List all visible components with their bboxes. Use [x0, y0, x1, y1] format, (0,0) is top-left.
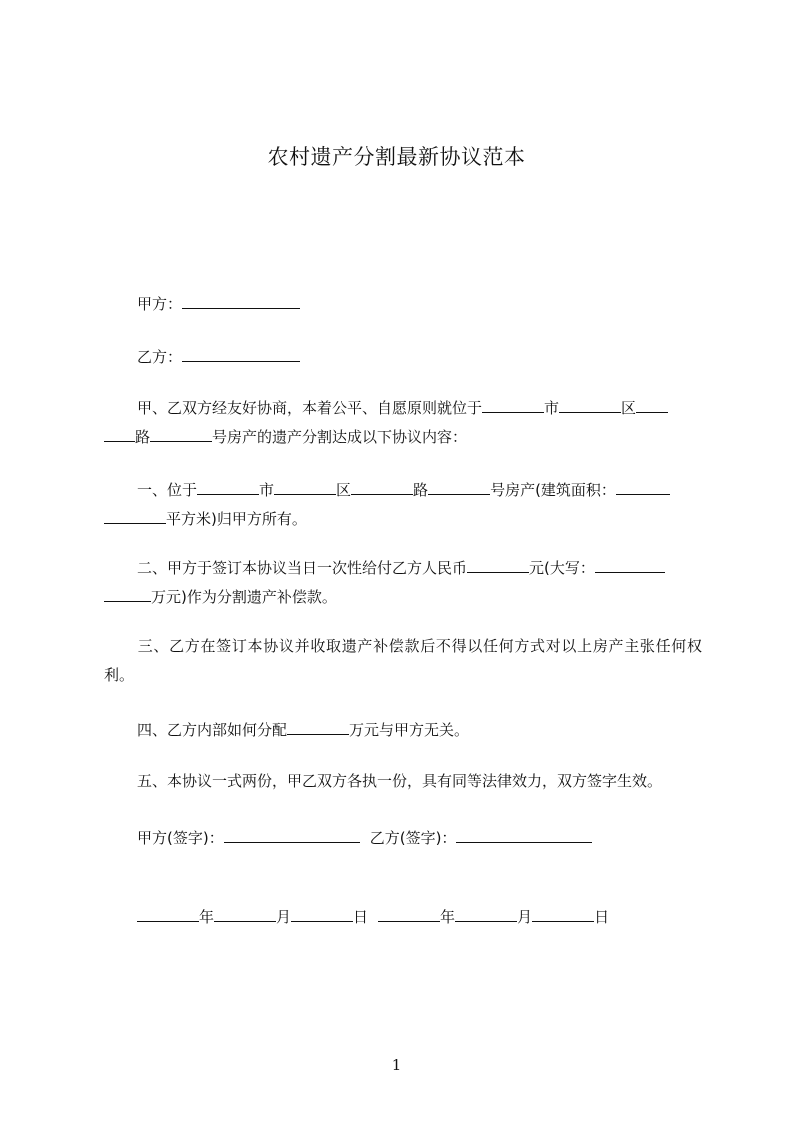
clause1-number-blank[interactable] — [428, 477, 490, 495]
intro-district-blank[interactable] — [559, 395, 621, 413]
clause2-capital-blank-a[interactable] — [595, 555, 665, 573]
document-title: 农村遗产分割最新协议范本 — [267, 145, 526, 169]
date-b-month-blank[interactable] — [455, 904, 517, 922]
party-a-label: 甲方： — [137, 295, 183, 313]
clause1-district-blank[interactable] — [274, 477, 336, 495]
party-b-blank[interactable] — [182, 344, 300, 362]
clause-3: 三、乙方在签订本协议并收取遗产补偿款后不得以任何方式对以上房产主张任何权利。 — [104, 637, 702, 684]
party-b-line — [137, 344, 300, 367]
clause1-city-blank[interactable] — [197, 477, 259, 495]
date-line: 年 月 日 年 月 日 — [137, 904, 609, 927]
date-b-day-blank[interactable] — [532, 904, 594, 922]
clause1-area-blank-a[interactable] — [616, 477, 670, 495]
date-a-month-blank[interactable] — [214, 904, 276, 922]
clause-5: 五、本协议一式两份，甲乙双方各执一份，具有同等法律效力，双方签字生效。 — [137, 772, 663, 790]
clause4-amount-blank[interactable] — [287, 717, 349, 735]
signature-party-b-label: 乙方(签字)： — [369, 829, 457, 847]
clause-1: 一、位于 市 区 路 号房产(建筑面积： 平方米)归甲方所有。 — [104, 476, 702, 534]
date-a-day-blank[interactable] — [291, 904, 353, 922]
clause-4: 四、乙方内部如何分配 万元与甲方无关。 — [137, 717, 469, 740]
signature-party-a-blank[interactable] — [224, 825, 360, 843]
clause-2: 二、甲方于签订本协议当日一次性给付乙方人民币 元(大写： 万元)作为分割遗产补偿款。 — [104, 554, 702, 612]
page-number: 1 — [391, 1056, 402, 1074]
party-a-line — [137, 291, 300, 314]
clause2-amount-blank[interactable] — [467, 555, 529, 573]
intro-road-blank-b[interactable] — [104, 424, 135, 442]
party-b-label: 乙方： — [137, 348, 183, 366]
intro-road-blank-a[interactable] — [636, 395, 668, 413]
clause1-area-blank-b[interactable] — [104, 506, 166, 524]
signature-party-b-blank[interactable] — [456, 825, 592, 843]
intro-paragraph: 甲、乙双方经友好协商，本着公平、自愿原则就位于 市 区 路 号房产的遗产分割达成以下协议内容： — [104, 394, 702, 452]
date-b-year-blank[interactable] — [378, 904, 440, 922]
signature-line — [137, 825, 592, 848]
signature-party-a-label: 甲方(签字)： — [137, 829, 224, 847]
clause1-road-blank[interactable] — [351, 477, 413, 495]
intro-city-blank[interactable] — [482, 395, 544, 413]
intro-number-blank[interactable] — [150, 424, 212, 442]
clause2-capital-blank-b[interactable] — [104, 584, 151, 602]
party-a-blank[interactable] — [182, 291, 300, 309]
date-a-year-blank[interactable] — [137, 904, 199, 922]
